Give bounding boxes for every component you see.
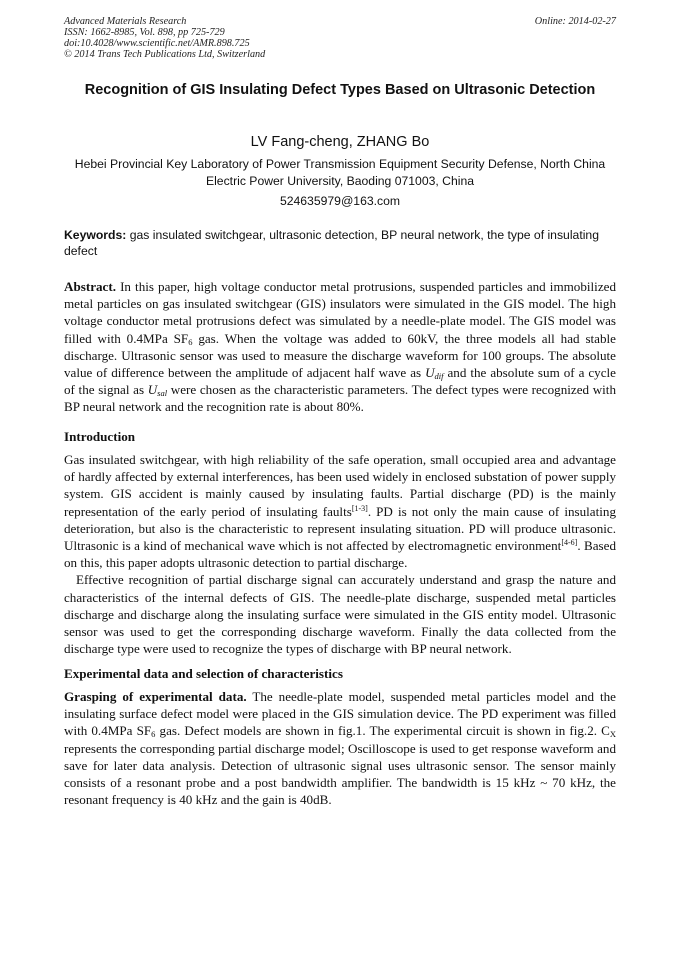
section-heading-experimental: Experimental data and selection of characteristics xyxy=(64,666,343,681)
keywords-text: gas insulated switchgear, ultrasonic detection, BP neural network, the type of insulating defect xyxy=(64,228,599,258)
intro-text-1a: Gas insulated switchgear, with high reliability of the safe operation, small occupied area and advantage of hardly affected by external interferences, has been used widely in enclosed substation of power supply system. GIS accident is mainly caused by insulating faults. Partial discharge (PD) is the mainly representation of the early period of insulating faults xyxy=(64,452,616,519)
intro-paragraph-1 xyxy=(64,451,616,571)
section-heading-introduction: Introduction xyxy=(64,429,136,444)
abstract-text-3: and the absolute sum of a cycle of the signal as xyxy=(64,365,616,398)
intro-text-1b: . PD is not only the main cause of insulating deterioration, but also is the characteristic to represent insulating situation. PD will produce ultrasonic. Ultrasonic is a kind of mechanical wave which is not affected by electromagnetic environment xyxy=(64,503,616,554)
authors: LV Fang-cheng, ZHANG Bo xyxy=(250,134,430,150)
exp-sub-6: 6 xyxy=(151,729,156,740)
publication-header xyxy=(64,16,616,60)
var-u-dif-sub: dif xyxy=(434,371,444,382)
exp-sub-x: X xyxy=(609,729,617,740)
issn-line: ISSN: 1662-8985, Vol. 898, pp 725-729 xyxy=(64,27,225,38)
journal-name: Advanced Materials Research xyxy=(64,16,187,27)
citation-1-3[interactable]: [1-3] xyxy=(351,503,368,513)
var-u-sal: U xyxy=(147,382,158,398)
exp-text-1: The needle-plate model, suspended metal particles model and the insulating surface defect model were placed in the GIS simulation device. The PD experiment was filled with 0.4MPa SF xyxy=(64,689,616,739)
keywords xyxy=(64,227,616,259)
author-email[interactable]: 524635979@163.com xyxy=(279,194,401,208)
keywords-label: Keywords: xyxy=(64,228,127,242)
subsection-lead: Grasping of experimental data. xyxy=(64,689,247,704)
abstract-label: Abstract. xyxy=(64,279,116,294)
var-u-sal-sub: sal xyxy=(157,388,168,399)
citation-4-6[interactable]: [4-6] xyxy=(561,538,578,548)
introduction-body xyxy=(64,451,616,657)
intro-paragraph-2: Effective recognition of partial discharge signal can accurately understand and grasp the nature and characteristics of the internal defects of GIS. The needle-plate discharge, suspended metal particles discharge and discharge along the insulating surface were simulated in the GIS entity model. Ultrasonic sensor was used to get the corresponding discharge waveform. Finally the data collected from the discharge type were used to recognize the types of discharge with BP neural network. xyxy=(64,572,616,657)
paper-title: Recognition of GIS Insulating Defect Types Based on Ultrasonic Detection xyxy=(84,82,596,98)
intro-text-1c: . Based on this, this paper adopts ultrasonic detection to partial discharge. xyxy=(64,538,617,571)
abstract-text-2: gas. When the voltage was added to 60kV, the three models all had stable discharge. Ultrasonic sensor was used to measure the discharge waveform for 100 groups. The absolute value of difference between the amplitude of adjacent half wave as xyxy=(64,330,616,381)
abstract-text-4: were chosen as the characteristic parameters. The defect types were recognized with BP neural network and the recognition rate is about 80%. xyxy=(64,382,616,415)
var-u-dif: U xyxy=(425,365,435,381)
exp-text-2: gas. Defect models are shown in fig.1. The experimental circuit is shown in fig.2. C xyxy=(155,723,610,739)
affiliation: Hebei Provincial Key Laboratory of Power Transmission Equipment Security Defense, North China Electric Power University, Baoding 071003, China xyxy=(74,157,606,188)
abstract xyxy=(64,278,616,416)
online-date: Online: 2014-02-27 xyxy=(534,16,616,27)
experimental-body xyxy=(64,688,616,808)
exp-text-3: represents the corresponding partial discharge model; Oscilloscope is used to get response waveform and save for later data analysis. Detection of ultrasonic signal uses ultrasonic sensor. The sensor mainly consists of a resonant probe and a post bandwidth amplifier. The bandwidth is 15 kHz ~ 70 kHz, the resonant frequency is 40 kHz and the gain is 40dB. xyxy=(64,740,616,808)
abstract-sub-6: 6 xyxy=(188,336,193,347)
doi-line[interactable]: doi:10.4028/www.scientific.net/AMR.898.725 xyxy=(64,38,250,49)
copyright-line: © 2014 Trans Tech Publications Ltd, Switzerland xyxy=(64,49,266,60)
abstract-text-1: In this paper, high voltage conductor metal protrusions, suspended particles and immobilized metal particles on gas insulated switchgear (GIS) insulators were simulated in the GIS model. The high voltage conductor metal protrusions defect was simulated by a needle-plate model. The GIS model was filled with 0.4MPa SF xyxy=(64,279,616,346)
